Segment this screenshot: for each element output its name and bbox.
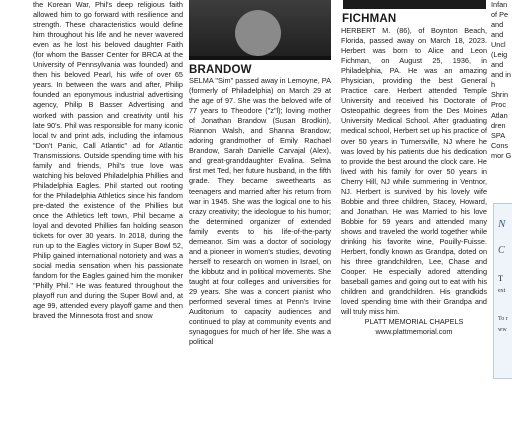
brandow-photo bbox=[189, 0, 331, 60]
ad-text: To r bbox=[498, 316, 508, 322]
obituary-name-brandow: BRANDOW bbox=[189, 64, 252, 76]
obituary-fichman-text bbox=[341, 26, 487, 380]
obituary-paragraph: HERBERT M. (86), of Boynton Beach, Florida, passed away on March 18, 2023. Herbert was born to Alice and Leon Fichman, on August 25, 1936, in Philadelphia, PA. He was an amazing Physician, providing the best General Practice care. Herbert attended Temple University and received his Doctorate of Osteopathic degrees from the Des Moines University Medical School. After graduating medical school, Herbert set up his practice of over 50 years in Turnersville, NJ where he was loved by his patients due his dedication to provide the best around the clock care. He lived with his family for over 50 years in Cherry Hill, NJ while summering in Ventnor, NJ. Herbert is survived by his lovely wife Bobbie and three children, Stacey, Howard, and Jonathan. He was Married to his love Bobbie for 59 years and attended many shows and traveled the world together while drinking his favorite wine, Pouilly-Fuisse. Herbert, fondly known as Grandpa, doted on his three grandchildren, Lee, Chase and Cooper. He especially adored attending baseball games and going out to eat with his children and grandchildren. His grandkids loved spending time with their Grandpa and will truly miss him. bbox=[341, 26, 487, 317]
advertisement-box[interactable] bbox=[493, 203, 512, 379]
ad-text: ext bbox=[498, 288, 506, 294]
ad-text: C bbox=[498, 245, 505, 256]
ad-text: ww bbox=[498, 327, 507, 333]
funeral-home-name: PLATT MEMORIAL CHAPELS bbox=[364, 317, 464, 327]
obituary-paragraph: Infan of Pe and and Uncl (Leig and and in h Shrin Proc Atlan dren SPA Cons mor G bbox=[491, 0, 512, 160]
obituary-brandow-text bbox=[189, 76, 331, 380]
obituary-basser-text bbox=[33, 0, 183, 380]
fichman-photo bbox=[343, 0, 486, 9]
obituary-paragraph: SELMA "Sim" passed away in Lemoyne, PA (formerly of Philadelphia) on March 29 at the age of 97. She was the beloved wife of 77 years to Theodore ("z"l); loving mother of Jonathan Brandow (Susan Brodkin), Riannon Walsh, and Shanna Brandow; adoring grandmother of Emily Rachael Brandow, Sarah Danielle Carvajal (Alex), and great-granddaughter Evalina. Selma first met Ted, her future husband, in the fifth grade. They became sweethearts as teenagers and married after his return from war in 1945. She was the logical one to his crazy creativity; the ideologue to his humor; the determined organizer of extended family events to his life-of-the-party demeanor. Sim was a doctor of sociology and a pioneer in women's studies, devoting herself to research on women in Israel, on the kibbutz and in political movements. She taught at four colleges and universities for 29 years. She was a concert pianist who performed several times at Penn's Irvine Auditorium to capacity audiences and continued to play at community events and synagogues for much of her life. She was a political bbox=[189, 76, 331, 347]
funeral-home-url[interactable]: www.plattmemorial.com bbox=[375, 327, 453, 337]
ad-text: N bbox=[498, 218, 506, 230]
obituary-partial-text bbox=[491, 0, 512, 168]
obituary-paragraph: the Korean War, Phil's deep religious faith allowed him to go forward with resilience and strength. These characteristics would define him throughout his life and he never wavered even as he lost his beloved daughter Faith (for whom the Basser Center for BRCA at the University of Pennsylvania was founded) and then his beloved Pearl, his wife of over 65 years. In between the wars and after, Philip founded an eponymous industrial advertising agency, Philip B Basser Advertising and worked with passion and creativity until his late 90's. Phil was responsible for many iconic local tv and print ads, including the infamous "Don't Panic, Call Atlantic" ad for Atlantic Transmissions. Outside spending time with his family and friends, Phil's true love was watching his beloved Philadelphia Phillies and Philadelphia Eagles. Phil started out rooting for the Philadelphia Athletics since his fandom pre-dated the existence of the Phillies but once the Athletics left town, Phil became a loyal and devoted Phillies fan holding season tickets for over 30 years. In 2018, during the run up to the Eagles victory in Super Bowl 52, Philip gained international notoriety and was a social media sensation when his passionate fandom for the Eagles gained him the moniker "Philly Phil." He was featured throughout the playoff run and during the Super Bowl and, at age 99, attended every playoff game and then braved the Minnesota frost and snow bbox=[33, 0, 183, 321]
obituary-name-fichman: FICHMAN bbox=[342, 13, 397, 25]
ad-text: T bbox=[498, 274, 503, 283]
